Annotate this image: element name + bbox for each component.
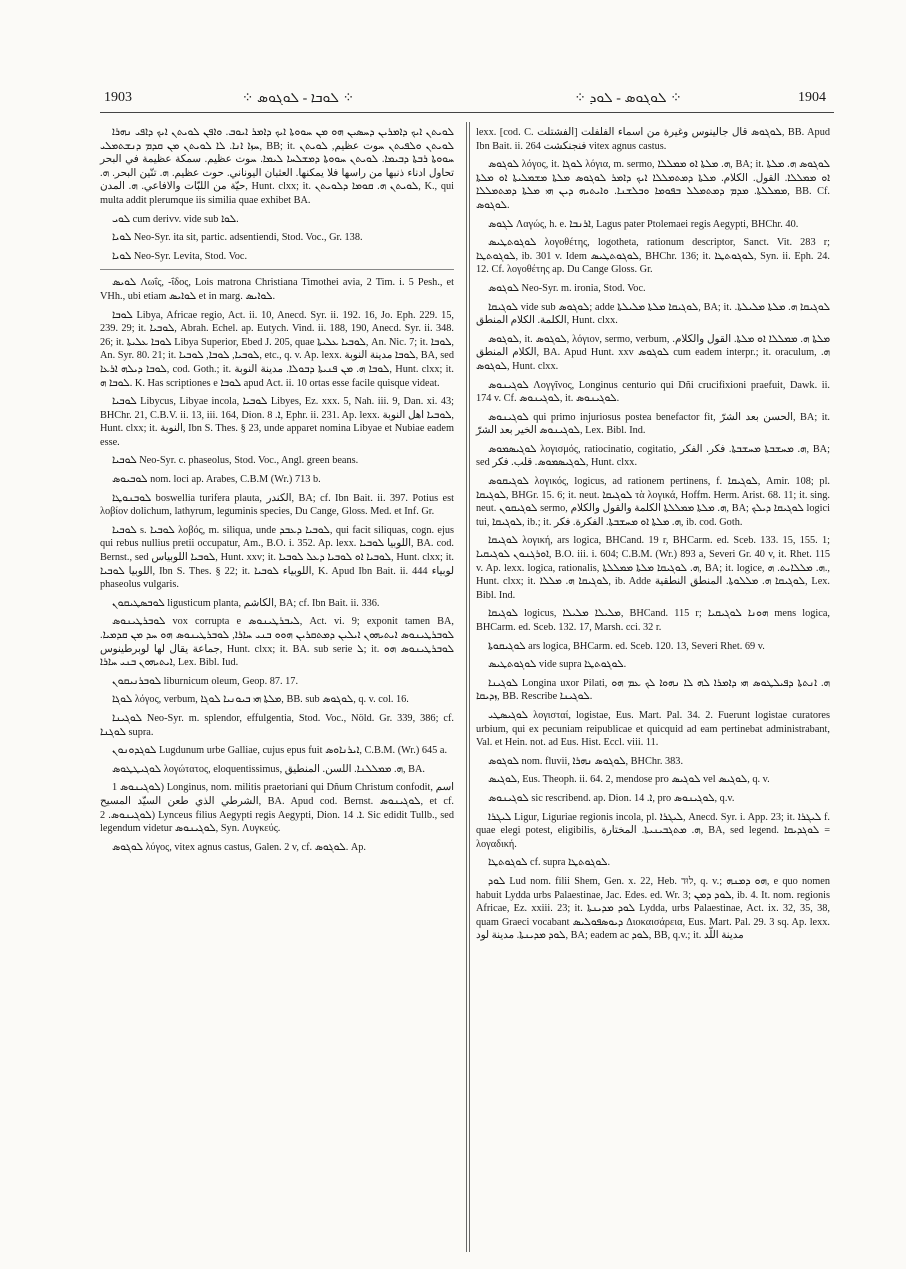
dictionary-entry: ܠܘܓܝܩܘܣ λογικός, logicus, ad rationem pertinens, f. ܠܘܓܝܩܐ, Amir. 108; pl. ܠܘܓܝܩܐ, BHGr. 15. 6; it. neut. ܠܘܓܝܩܐ τὰ λογικά, Hoffm. Herm. Arist. 68. 11; it. sing. neut. ܠܘܓܝܩܘܢ sermo, ܗ. ܡܠܬܐ ܡܡܠܠܬܐ الكلمة والقول والكلام, BA; ܠܘܓܝܩܐ ܕܝܠܟ logici tui, ܠܘܓܝܩܐ, ib.; it. ܗ. ܡܠܬܐ ܐܘ ܡܚܫܒܬܐ. الفكرة. فكر, ib. cod. Goth. — [476, 476, 831, 528]
dictionary-entry: ܠܘܓܘܣ λύγος, vitex agnus castus, Galen. 2 v, cf. ܠܘܓܘܣ. Ap. — [112, 841, 366, 853]
dictionary-entry: ܠܘܓܝܢܘܣ sic rescribend. ap. Dion. ܐ. 14, pro ܠܘܓܝܢܘܣ, q.v. — [488, 792, 735, 804]
dictionary-entry: ܠܘܓܝܢܘܣ Λογγῖνος, Longinus centurio qui Dñi crucifixioni praefuit, Dawk. ii. 174 v. Cf. ܠܘܓܝܢܘܣ, it. ܠܘܓܝܢܘܣ. — [476, 379, 830, 405]
dictionary-entry: ܠܘܓܘܣ λόγος, it. ܠܘܓܐ λόγια, m. sermo, ܗ. ܡܠܬܐ ܐܘ ܡܡܠܠܐ, BA; it. ܠܘܓܘܣ ܗ. ܡܠܬܐ ܐܘ ܡܡܠܠܐ. القول. الكلام. ܡܠܬܐ ܕܡܬܡܠܠܐ ܐܝܟ ܕܐܡܪ ܠܘܓܘܣ ܡܠܬܐ ܡܫܡܠܝܬܐ ܐܘ ܡܠܬܐ ܡܡܠܠܬܐ. ܡܕܡ ܕܡܬܡܠܠ ܒܦܘܡܐ ܘܒܠܫܢܐ. ܘܐܝܬܝܗ ܕܝܢ ܗܝ ܡܠܬܐ ܕܡܬܡܠܠܐ, BB. Cf. ܠܘܓܘܣ. — [476, 159, 831, 211]
header-rule — [100, 112, 834, 113]
dictionary-entry: ܠܘܓܝܣܛܝ λογισταί, logistae, Eus. Mart. Pal. 34. 2. Fuerunt logistae curatores urbium, qui ex pecuniam reipublicae et quicquid ad eam pertinebat administrabant, Val. et Hein. not. ad Eus. Hist. Eccl. viii. 11. — [476, 709, 830, 749]
dictionary-entry: ܠܘܒܐ Libya, Africae regio, Act. ii. 10, Anecd. Syr. ii. 192. 16, Jo. Eph. 229. 15, 239. 29; it. ܠܘܒܝܐ, Abrah. Echel. ap. Eutych. Vind. ii. 188, 190, Anecd. Syr. ii. 348. 26; it. ܠܘܒܐ ܥܠܝܬܐ Libya Superior, Ebed J. 205, quae ܠܘܒܝܐ ܥܠܝܬܐ, An. Nic. 7; it. ܠܘܒܐ, An. Syr. 80. 21; it. ܠܘܒܝܐ, ܠܘܒܐ, ܠܘܒܝܐ, etc., q. v. Ap. lexx. ܠܘܒܐ مدينة النوبة, BA, sed ܠܘܒܐ ܕܝܠܗ ܐܪܥܐ, cod. Goth.; it. ܠܘܒܐ ܗ. ܡܢ ܦܢܝܬܐ ܕܒܘܠܐ. مدينة النوبة, Hunt. clxx; it. ܠܘܒܐ ܗ. K. Has scriptiones e ܠܘܒܐ apud Act. ii. 10 ortas esse facile quisque videat. — [100, 309, 455, 389]
section-separator — [100, 269, 454, 270]
dictionary-entry: ܠܘܓܝܢܐ Longina uxor Pilati, ܗ. ܐܢܬܬܐ ܕܦܝܠܛܘܣ ܗܝ ܕܐܡܪܐ ܠܗ ܠܐ ܢܗܘܐ ܠܟ ܥܡ ܗܘ ܙܕܝܩܐ, BB. Rescribe ܠܘܓܝܢܐ. — [476, 677, 830, 703]
running-head-left: ⁘ ܠܘܒܐ - ܠܘܓܘܣ ⁘ — [241, 91, 355, 106]
column-divider — [466, 122, 470, 1252]
dictionary-entry: ܠܘܓܝܣܡܘܣ λογισμός, ratiocinatio, cogitatio, ܗ. ܡܚܫܒܬܐ ܡܚܫܒܬܐ. فكر. الفكر, BA; sed ܠܘܓܝܣܡܘܣ. قلب. فكر, Hunt. clxx. — [476, 443, 830, 469]
dictionary-entry: lexx. [cod. C. الفشتلت] ܠܘܓܘܣ قال جالينوس وغيرة من اسماء الفلفلت, BB. Apud Ibn Bait. ii. 264 فنجنكشت vitex agnus castus. — [476, 127, 830, 152]
dictionary-entry: ܠܘܓܝܩܐ vide sub ܠܘܓܘܣ; adde ܠܘܓܝܩܐ ܡܠܬܐ ܡܠܝܠܬܐ, BA; it. ܠܘܓܝܩܐ ܗ. ܡܠܬܐ ܡܠܝܠܬܐ. الكلمة. الكلام المنطق, Hunt. clxx. — [476, 301, 830, 327]
left-column — [100, 126, 454, 859]
right-column — [476, 126, 830, 948]
dictionary-entry: ܠܘܓܝܩܘܬܐ ars logica, BHCarm. ed. Sceb. 120. 13, Severi Rhet. 69 v. — [488, 640, 765, 652]
dictionary-entry: ܠܘܒܝܘܣ nom. loci ap. Arabes, C.B.M (Wr.) 713 b. — [112, 474, 321, 486]
dictionary-entry: ܠܘܝܬܢ ܐܝܟ ܕܐܡܪܝܢ ܕܚܣܝܢ ܗܘ ܡܢ ܚܘܘܬܐ ܐܝܟ ܕܐܡܪ ܐܝܘܒ. ܘܐܦܢ ܠܘܝܬܢ ܐܝܟ ܕܐܦܝ ܢܗܪܐ ܚܙܐ ܐܢܐ. ܠܐ ܠܘܝܬܢ ܡܢ ܩܕܡ ܕܢܫܬܡܠܝ, BB; it. ܠܘܝܬܢ ܘܠܦܝܬܢ ܚوت عظيم, ܠܘܝܬܢ ܚܘܘܬܐ ܪܒܬܐ ܕܒܝܡܐ. ܠܘܝܬܢ ܚܘܘܬܐ ܕܡܫܠܚܐ ܠܝܡܐ. ܚوت عظيم. سمكة عظيمة في البحر تحاول ادناء ذنبها من راسها فلا يمكنها. العثبان اليوناني. حوت عظيم. ܗ. تنّين البحر. ܗ. حيّة من اللبّات والافاعي. ܗ. المدن, Hunt. clxx; it. ܠܘܝܬܢ ܗ. ܩܘܡܐ ܕܠܘܝܬܢ, K., qui multa addit plerumque iis similia quae exhibet BA. — [100, 127, 454, 206]
dictionary-entry: ܠܘܕ Lud nom. filii Shem, Gen. x. 22, Heb. לוּד, q. v.; ܗܘ ܕܡܢܗ, e quo nomen habuit Lydda urbs Palaestinae, Jac. Edes. ed. Wr. 3; ܠܘܕ ܕܡܢ, ib. 4. It. nom. regionis Africae, Ez. xxiii. 23; it. ܠܘܕ ܡܕܝܢܬܐ Lydda, urbs Palaestinae, Act. ix. 32, 35, 38, quam Graeci vocabant ܕܝܘܣܦܘܠܝܣ Διοκαισάρεια, Eus. Mart. Pal. 29. 3 sq. Ap. lexx. ܠܘܕ ܡܕܝܢܬܐ. مدينة لود, BA; eadem ac ܠܘܕ, BB, q.v.; it. مدينة اللّد — [476, 875, 831, 942]
dictionary-entry: ܠܘܓܘܣ, it. ܠܘܓܘܣ, λόγιον, sermo, verbum, ܡܠܬܐ ܗ. ܡܡܠܠܐ ܐܘ ܡܠܬܐ. القول والكلام. الكلام المنطق, BA. Apud Hunt. xxv ܠܘܓܘܣ cum eadem interpr.; it. oraculum, ܗ. ܠܘܓܘܣ, Hunt. clxx. — [476, 333, 830, 372]
dictionary-entry: ܠܘܒܝܐ Neo-Syr. c. phaseolus, Stod. Voc., Angl. green beans. — [112, 455, 359, 467]
page-number-left: 1903 — [104, 90, 132, 105]
dictionary-entry: ܠܘܓܝܩܐ λογική, ars logica, BHCand. 19 r, BHCarm. ed. Sceb. 133. 15, 155. 1; ܐܘܪܓܢܘܢ ܠܘܓܝܩܝܐ, B.O. iii. i. 604; C.B.M. (Wr.) 893 a, Severi Gr. 40 v, it. Rhet. 115 v. Ap. lexx. logica, rationalis, ܗ. ܠܘܓܝܩܐ ܡܠܬܐ ܡܡܠܠܬܐ, BA; it. logice, ܗ. ܡܠܠܐܝܬ. ܗ., Hunt. clxx; it. ܠܘܓܝܩܐ ܗ. ܡܠܠܐ, ib. Adde ܠܘܓܝܩܐ ܗ. ܡܠܠܘܬܐ. المنطق النطقية, Lex. Bibl. Ind. — [476, 535, 831, 601]
running-head-right: ⁘ ܠܘܓܘܣ - ܠܘܕ ⁘ — [574, 91, 682, 106]
dictionary-entry: ܠܘܓܘܣ nom. fluvii, ܠܘܓܘܣ ܢܗܪܐ, BHChr. 383. — [488, 755, 684, 767]
dictionary-entry: ܠܘܓܝܢܘܣ 1) Longinus, nom. militis praetoriani qui Dñum Christum confodit, اسم الشرطي الذي طعن السيّد المسيح, BA. Apud cod. Bernst. ܠܘܓܝܢܘܣ, et cf. ܠܘܓܝܢܘܣ. 2) Lynceus filius Aegypti regis Aegypti, Dion. ܐ. 14. Sic edidit Tullb., sed legendum videtur ܠܘܓܝܢܘܣ, Syn. Λυγκεύς. — [100, 782, 454, 835]
dictionary-entry: ܠܘܒܪܛܝܢܘܣ vox corrupta e ܠܝܒܪܛܝܢܘܣ, Act. vi. 9; exponit tamen BA, ܠܘܒܪܛܝܢܘܣ ܐܝܬܝܗܘܢ ܐܝܠܝܢ ܕܡܬܩܪܝܢ ܗܘܘ ܒܢܝ ܚܐܪܐ, ܠܘܒܪܛܝܢܘܣ ܗܘ ܚܕ ܡܢ ܩܕܡܝܐ. جماعة يقال لها لوبرطينوس, Hunt. clxx; it. BA. sub serie ܠ; it. ܠܘܒܪܛܝܢܘܣ ܗܘ ܐܝܬܝܗܘܢ ܒܢܝ ܚܐܪܐ, Lex. Bibl. Iud. — [100, 616, 454, 669]
dictionary-entry: ܠܘܓܝܩܐ logicus, ܡܠܝܠܐ ܡܠܝܠܐ, BHCand. 115 r; ܗܘܢܐ ܠܘܓܝܩܝܐ mens logica, BHCarm. ed. Sceb. 132. 17, Marsh. cci. 32 r. — [476, 608, 830, 633]
dictionary-entry: ܠܘܒܪܢܝܩܘܢ liburnicum oleum, Geop. 87. 17. — [112, 675, 299, 687]
dictionary-entry: ܠܘܓܘܬܛܝܣ λογοθέτης, logotheta, rationum descriptor, Sanct. Vit. 283 r; ܠܘܓܘܬܛܐ, ib. 301 v. Idem ܠܘܓܘܬܛܝܣ, BHChr. 136; it. ܠܘܓܘܬܛܐ, Syn. ii. Eph. 24. 12. Cf. λογοθέτης ap. Du Cange Gloss. Gr. — [476, 237, 831, 276]
dictionary-entry: ܠܘܝܐ Neo-Syr. ita sit, partic. adsentiendi, Stod. Voc., Gr. 138. — [112, 232, 363, 244]
dictionary-entry: ܠܘܓܝܣ, Eus. Theoph. ii. 64. 2, mendose pro ܠܘܓܝܣ vel ܠܘܓܝܣ, q. v. — [488, 774, 770, 786]
dictionary-entry: ܠܓܘܣ Λαγώς, h. e. ܐܪܢܒܐ, Lagus pater Ptolemaei regis Aegypti, BHChr. 40. — [488, 218, 799, 230]
dictionary-entry: ܠܘܓܘܬܛܝܣ vide supra ܠܘܓܘܬܛܐ. — [488, 659, 627, 671]
dictionary-entry: ܠܘܓܐ λόγος, verbum, ܡܠܬܐ ܗܝ ܒܝܘܢܝܐ ܠܘܓܐ, BB. sub ܠܘܓܘܣ, q. v. col. 16. — [112, 694, 409, 706]
dictionary-entry: ܠܘܝܣ Λωΐς, -ΐδος, Lois matrona Christiana Timothei avia, 2 Tim. i. 5 Pesh., et VHh., ubi etiam ܠܘܐܝܣ et in marg. ܠܘܐܝܣ. — [100, 277, 454, 302]
dictionary-entry: ܠܘܓܘܣ Neo-Syr. m. ironia, Stod. Voc. — [488, 282, 646, 294]
dictionary-entry: ܠܘܒܣܛܝܩܘܢ ligusticum planta, الكاشم, BA; cf. Ibn Bait. ii. 336. — [112, 597, 380, 609]
dictionary-entry: ܠܘܓܝܢܐ Neo-Syr. m. splendor, effulgentia, Stod. Voc., Nöld. Gr. 339, 386; cf. ܠܘܓܢܐ supra. — [100, 712, 454, 738]
dictionary-entry: ܠܘܒܢܘܛܐ boswellia turifera plauta, الكندر, BA; cf. Ibn Bait. ii. 397. Potius est λοβίον dolichum, lathyrum, leguminis species, Du Cange, Gloss. Med. et Inf. Gr. — [100, 492, 454, 518]
dictionary-entry: ܠܘܒܝܐ Libycus, Libyae incola, ܠܘܒܝܐ Libyes, Ez. xxx. 5, Nah. iii. 9, Dan. xi. 43; BHChr. 21, C.B.V. ii. 13, iii. 164, Dion. ܐ. 8, Ephr. ii. 231. Ap. lexx. ܠܘܒܝܐ اهل النوبة, Hunt. clxx; it. النوبة, Ibn S. Thes. § 23, unde apparet nomina Libyae et Nubiae eadem esse. — [100, 396, 454, 448]
dictionary-entry: ܠܘܓܕܘܢܘܢ Lugdunum urbe Galliae, cujus epus fuit ܐܝܪܢܐܘܣ, C.B.M. (Wr.) 645 a. — [112, 745, 448, 757]
dictionary-entry: ܠܘܓܝܢܘܣ qui primo injuriosus postea benefactor fit, الحسن بعد الشرّ, BA; it. ܠܘܓܝܢܘܣ الخير بعد الشرّ, Lex. Bibl. Ind. — [476, 411, 831, 437]
page-number-right: 1904 — [798, 90, 826, 105]
dictionary-entry: ܠܘܒܝܐ s. ܠܘܒܝܐ λοβός, m. siliqua, unde ܠܘܒܝܐ ܕܥܒܕ, qui facit siliquas, cogn. ejus qui rebus nullius pretii occupatur, Am., B.O. i. 352. Ap. lexx. اللوبيا ܠܘܒܝܐ, BA. cod. Bernst., sed ܠܘܒܝܐ اللوبياس, Hunt. xxv; it. ܠܘܒܝܐ ܐܘ ܠܘܒܝܐ ܕܥܠ ܠܘܒܝܐ, Hunt. clxx; it. اللوبيا ܠܘܒܝܐ, Ibn S. Thes. § 22; it. اللوبياء ܠܘܒܝܐ, K. Apud Ibn Bait. ii. 444 لوبياء phaseolus vulgaris. — [100, 524, 455, 591]
dictionary-entry: ܠܘܝܐ Neo-Syr. Levita, Stod. Voc. — [112, 250, 248, 262]
dictionary-entry: ܠܘܓܘܬܛܐ cf. supra ܠܘܓܘܬܛܐ. — [488, 857, 611, 869]
dictionary-entry: ܠܘܝ cum derivv. vide sub ܠܘܐ. — [112, 213, 239, 225]
dictionary-entry: ܠܘܓܝܛܛܘܣ λογώτατος, eloquentissimus, ܗ. ܡܡܠܠܢܐ. اللسن. المنطيق, BA. — [112, 763, 425, 775]
dictionary-entry: ܠܝܓܪܐ Ligur, Liguriae regionis incola, pl. ܠܝܓܪܐ, Anecd. Syr. i. App. 23; it. ܠܝܓܪܐ f. quae elegi potest, eligibilis, ܗ. ܡܬܓܒܝܢܝܬܐ. المختارة, BA, sed legend. ܠܘܓܕܝܩܐ = λογαδική. — [476, 811, 831, 850]
